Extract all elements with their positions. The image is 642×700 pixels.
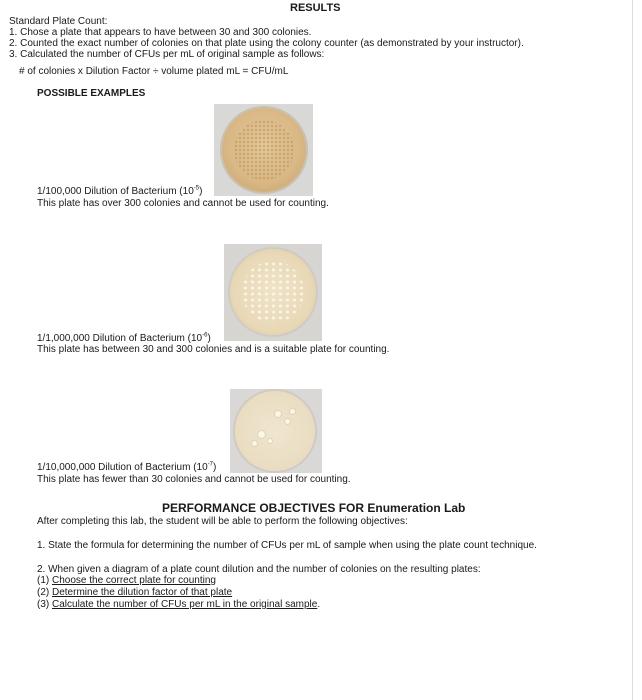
colony <box>258 431 265 438</box>
sub-1-text: Choose the correct plate for counting <box>52 575 216 586</box>
dilution-3-text: 1/10,000,000 Dilution of Bacterium (10 <box>37 462 208 473</box>
dilution-3-exponent: -7 <box>207 461 214 468</box>
dilution-2-close: ) <box>207 333 211 344</box>
objectives-title: PERFORMANCE OBJECTIVES FOR Enumeration Lab <box>162 501 466 515</box>
step-3: 3. Calculated the number of CFUs per mL of original sample as follows: <box>9 49 325 60</box>
objective-2-sub-3 <box>37 599 320 611</box>
dilution-1-close: ) <box>199 186 203 197</box>
sub-1-number: (1) <box>37 575 52 586</box>
section-heading: Standard Plate Count: <box>9 16 108 27</box>
dilution-2-exponent: -6 <box>202 332 208 339</box>
page-title: RESULTS <box>290 2 341 14</box>
plate-image-sparse <box>230 389 322 473</box>
cfu-formula: # of colonies x Dilution Factor ÷ volume plated mL = CFU/mL <box>19 66 289 77</box>
objective-2-sub-2 <box>37 587 232 599</box>
dilution-1-exponent: -5 <box>193 185 200 192</box>
objectives-intro: After completing this lab, the student will be able to perform the following objectives: <box>37 516 408 527</box>
countable-colonies <box>242 261 304 323</box>
plate-image-countable <box>224 244 322 341</box>
objective-1: 1. State the formula for determining the number of CFUs per mL of sample when using the plate count technique. <box>37 540 537 551</box>
sub-3-number: (3) <box>37 599 52 610</box>
step-2: 2. Counted the exact number of colonies on that plate using the colony counter (as demonstrated by your instructor). <box>9 38 524 49</box>
colony <box>285 419 290 424</box>
plate-1-description: This plate has over 300 colonies and cannot be used for counting. <box>37 198 329 209</box>
objective-2-sub-1 <box>37 575 216 587</box>
sub-2-number: (2) <box>37 587 52 598</box>
sub-3-text: Calculate the number of CFUs per mL in the original sample <box>52 599 318 610</box>
dilution-label-1 <box>37 186 202 198</box>
colony <box>252 441 257 446</box>
step-1: 1. Chose a plate that appears to have between 30 and 300 colonies. <box>9 27 312 38</box>
examples-heading: POSSIBLE EXAMPLES <box>37 88 146 99</box>
sub-3-period: . <box>317 599 321 610</box>
dilution-3-close: ) <box>213 462 217 473</box>
dense-colonies <box>234 120 294 180</box>
objective-2: 2. When given a diagram of a plate count dilution and the number of colonies on the resulting plates: <box>37 564 481 575</box>
plate-image-dense <box>214 104 313 196</box>
sub-2-text: Determine the dilution factor of that plate <box>52 587 233 598</box>
colony <box>268 439 272 443</box>
plate-2-description: This plate has between 30 and 300 colonies and is a suitable plate for counting. <box>37 344 390 355</box>
plate-3-description: This plate has fewer than 30 colonies and cannot be used for counting. <box>37 474 351 485</box>
colony <box>290 409 295 414</box>
dilution-1-text: 1/100,000 Dilution of Bacterium (10 <box>37 186 194 197</box>
petri-dish-sparse <box>235 391 315 471</box>
dilution-label-3 <box>37 462 216 474</box>
colony <box>275 411 281 417</box>
dilution-2-text: 1/1,000,000 Dilution of Bacterium (10 <box>37 333 203 344</box>
page-border <box>632 0 633 700</box>
